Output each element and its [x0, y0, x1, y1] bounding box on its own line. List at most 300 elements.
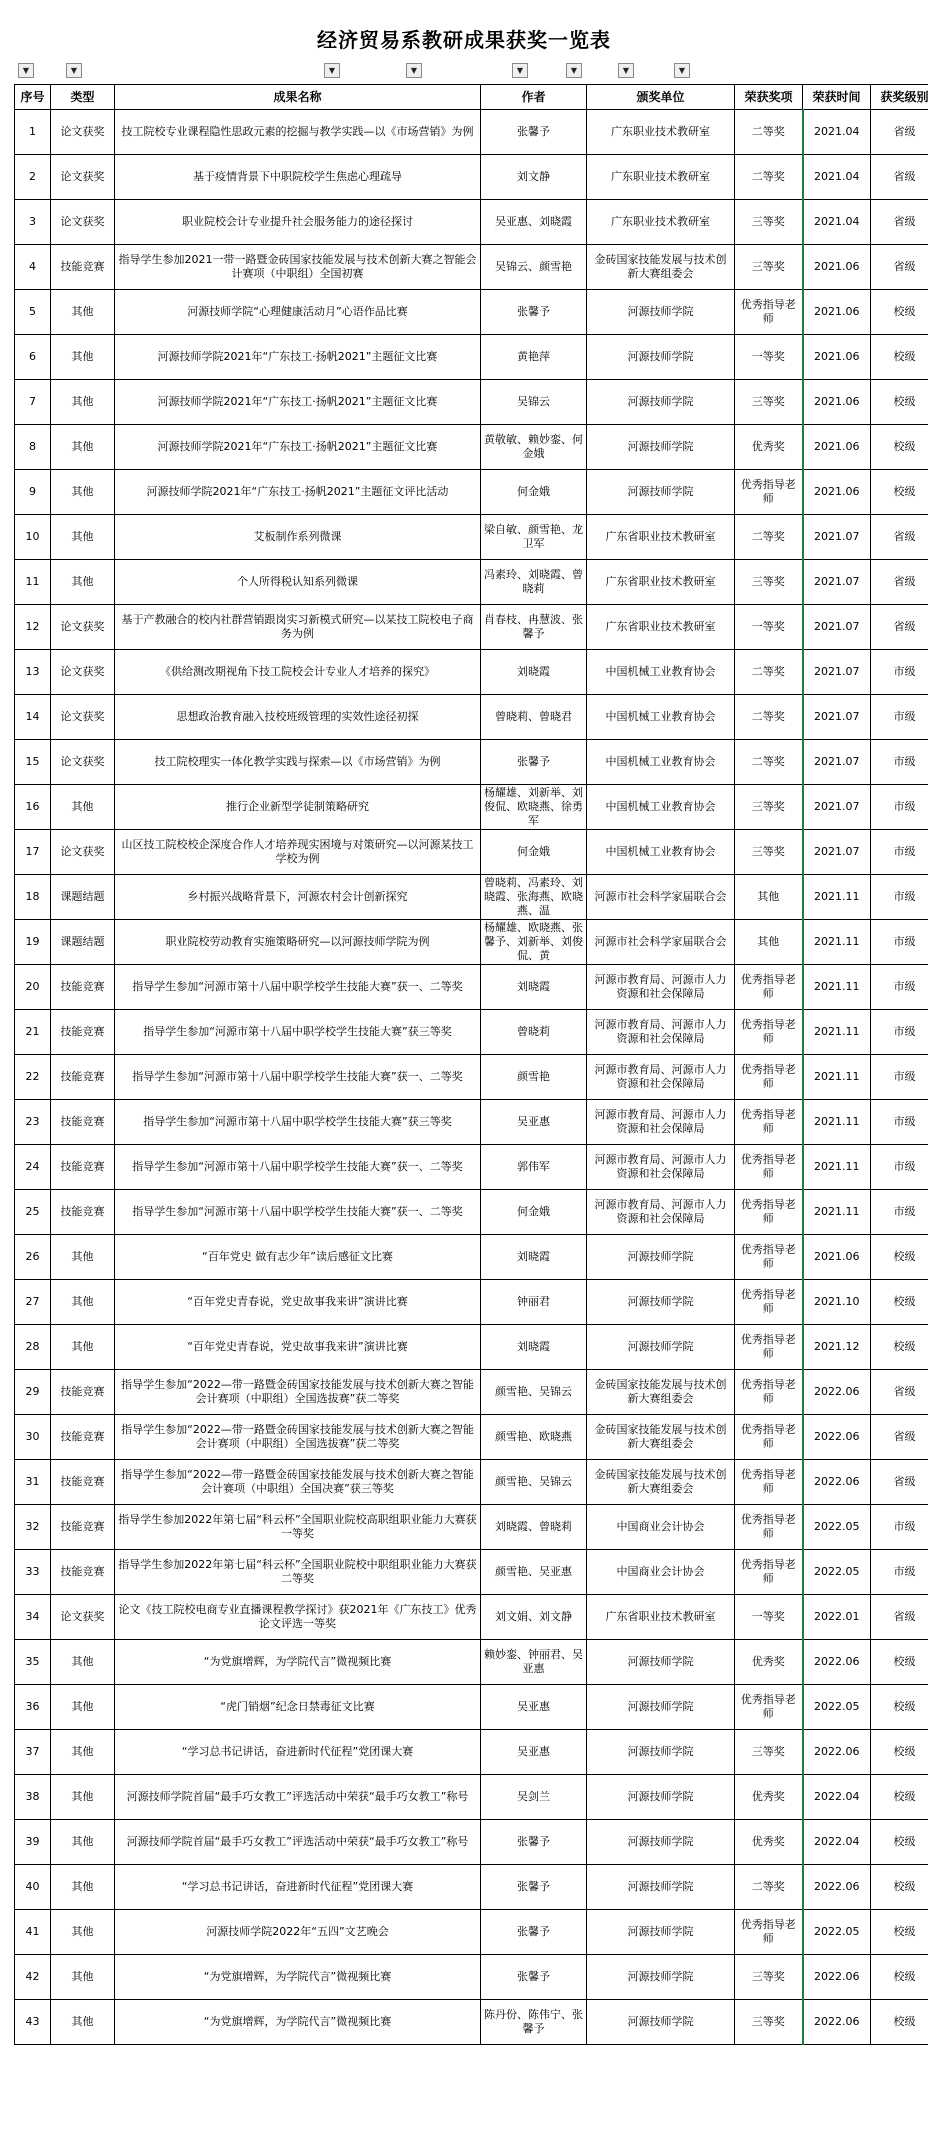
- cell-index[interactable]: 6: [15, 335, 51, 380]
- cell-date[interactable]: 2022.06: [803, 2000, 871, 2045]
- cell-title[interactable]: 论文《技工院校电商专业直播课程教学探讨》获2021年《广东技工》优秀论文评选一等奖: [115, 1595, 481, 1640]
- cell-title[interactable]: “为党旗增辉，为学院代言”微视频比赛: [115, 1640, 481, 1685]
- cell-author[interactable]: 钟丽君: [481, 1280, 587, 1325]
- cell-issuer[interactable]: 河源技师学院: [587, 470, 735, 515]
- cell-award[interactable]: 优秀奖: [735, 425, 803, 470]
- cell-author[interactable]: 杨耀雄、刘新举、刘俊侃、欧晓燕、徐勇军: [481, 785, 587, 830]
- cell-date[interactable]: 2022.04: [803, 1820, 871, 1865]
- cell-level[interactable]: 校级: [871, 470, 928, 515]
- cell-type[interactable]: 其他: [51, 2000, 115, 2045]
- filter-dropdown-icon[interactable]: ▼: [324, 63, 340, 78]
- cell-level[interactable]: 市级: [871, 1010, 928, 1055]
- cell-award[interactable]: 优秀指导老师: [735, 1910, 803, 1955]
- cell-issuer[interactable]: 金砖国家技能发展与技术创新大赛组委会: [587, 1370, 735, 1415]
- column-header[interactable]: 类型: [51, 85, 115, 110]
- cell-award[interactable]: 三等奖: [735, 200, 803, 245]
- cell-author[interactable]: 张馨予: [481, 290, 587, 335]
- cell-award[interactable]: 其他: [735, 875, 803, 920]
- cell-index[interactable]: 39: [15, 1820, 51, 1865]
- cell-date[interactable]: 2021.11: [803, 920, 871, 965]
- cell-title[interactable]: 推行企业新型学徒制策略研究: [115, 785, 481, 830]
- cell-type[interactable]: 技能竞赛: [51, 1505, 115, 1550]
- cell-award[interactable]: 优秀指导老师: [735, 1505, 803, 1550]
- cell-issuer[interactable]: 河源市教育局、河源市人力资源和社会保障局: [587, 1145, 735, 1190]
- cell-type[interactable]: 其他: [51, 425, 115, 470]
- cell-index[interactable]: 9: [15, 470, 51, 515]
- cell-issuer[interactable]: 金砖国家技能发展与技术创新大赛组委会: [587, 1415, 735, 1460]
- cell-index[interactable]: 38: [15, 1775, 51, 1820]
- cell-award[interactable]: 三等奖: [735, 380, 803, 425]
- cell-issuer[interactable]: 河源技师学院: [587, 1910, 735, 1955]
- cell-issuer[interactable]: 河源技师学院: [587, 380, 735, 425]
- cell-date[interactable]: 2022.06: [803, 1415, 871, 1460]
- cell-date[interactable]: 2021.11: [803, 1190, 871, 1235]
- cell-author[interactable]: 陈丹份、陈伟宁、张馨予: [481, 2000, 587, 2045]
- cell-type[interactable]: 其他: [51, 290, 115, 335]
- cell-index[interactable]: 23: [15, 1100, 51, 1145]
- cell-author[interactable]: 冯素玲、刘晓霞、曾晓莉: [481, 560, 587, 605]
- cell-type[interactable]: 其他: [51, 1775, 115, 1820]
- cell-level[interactable]: 省级: [871, 1415, 928, 1460]
- cell-issuer[interactable]: 河源技师学院: [587, 1640, 735, 1685]
- cell-type[interactable]: 课题结题: [51, 920, 115, 965]
- cell-level[interactable]: 市级: [871, 875, 928, 920]
- cell-type[interactable]: 论文获奖: [51, 1595, 115, 1640]
- cell-title[interactable]: “虎门销烟”纪念日禁毒征文比赛: [115, 1685, 481, 1730]
- cell-index[interactable]: 42: [15, 1955, 51, 2000]
- cell-award[interactable]: 优秀指导老师: [735, 1325, 803, 1370]
- cell-award[interactable]: 优秀指导老师: [735, 1280, 803, 1325]
- cell-index[interactable]: 11: [15, 560, 51, 605]
- cell-level[interactable]: 校级: [871, 1910, 928, 1955]
- cell-title[interactable]: 指导学生参加“河源市第十八届中职学校学生技能大赛”获一、二等奖: [115, 1055, 481, 1100]
- cell-author[interactable]: 张馨予: [481, 1910, 587, 1955]
- cell-issuer[interactable]: 广东省职业技术教研室: [587, 1595, 735, 1640]
- cell-award[interactable]: 优秀指导老师: [735, 1415, 803, 1460]
- cell-issuer[interactable]: 河源市教育局、河源市人力资源和社会保障局: [587, 1055, 735, 1100]
- cell-date[interactable]: 2021.11: [803, 1100, 871, 1145]
- cell-level[interactable]: 省级: [871, 155, 928, 200]
- cell-title[interactable]: “百年党史青春说，党史故事我来讲”演讲比赛: [115, 1280, 481, 1325]
- cell-level[interactable]: 市级: [871, 1550, 928, 1595]
- cell-type[interactable]: 论文获奖: [51, 605, 115, 650]
- cell-issuer[interactable]: 河源技师学院: [587, 1865, 735, 1910]
- cell-title[interactable]: 《供给测改期视角下技工院校会计专业人才培养的探究》: [115, 650, 481, 695]
- cell-title[interactable]: 思想政治教育融入技校班级管理的实效性途径初探: [115, 695, 481, 740]
- cell-type[interactable]: 论文获奖: [51, 110, 115, 155]
- cell-date[interactable]: 2022.05: [803, 1550, 871, 1595]
- cell-type[interactable]: 技能竞赛: [51, 1010, 115, 1055]
- cell-level[interactable]: 校级: [871, 1865, 928, 1910]
- cell-title[interactable]: 技工院校专业课程隐性思政元素的挖掘与教学实践—以《市场营销》为例: [115, 110, 481, 155]
- cell-date[interactable]: 2021.07: [803, 515, 871, 560]
- cell-author[interactable]: 赖妙銮、钟丽君、吴亚惠: [481, 1640, 587, 1685]
- cell-index[interactable]: 5: [15, 290, 51, 335]
- column-header[interactable]: 序号: [15, 85, 51, 110]
- cell-level[interactable]: 校级: [871, 1280, 928, 1325]
- cell-date[interactable]: 2021.04: [803, 110, 871, 155]
- cell-index[interactable]: 18: [15, 875, 51, 920]
- cell-award[interactable]: 优秀指导老师: [735, 290, 803, 335]
- cell-index[interactable]: 8: [15, 425, 51, 470]
- cell-date[interactable]: 2021.10: [803, 1280, 871, 1325]
- cell-issuer[interactable]: 中国商业会计协会: [587, 1505, 735, 1550]
- cell-level[interactable]: 校级: [871, 1235, 928, 1280]
- cell-date[interactable]: 2022.05: [803, 1910, 871, 1955]
- cell-date[interactable]: 2022.06: [803, 1955, 871, 2000]
- cell-author[interactable]: 吴亚惠: [481, 1685, 587, 1730]
- cell-author[interactable]: 刘文娟、刘文静: [481, 1595, 587, 1640]
- cell-level[interactable]: 市级: [871, 650, 928, 695]
- cell-author[interactable]: 肖春枝、冉慧波、张馨予: [481, 605, 587, 650]
- cell-level[interactable]: 省级: [871, 515, 928, 560]
- cell-type[interactable]: 论文获奖: [51, 650, 115, 695]
- cell-author[interactable]: 张馨予: [481, 1820, 587, 1865]
- cell-issuer[interactable]: 金砖国家技能发展与技术创新大赛组委会: [587, 245, 735, 290]
- cell-index[interactable]: 30: [15, 1415, 51, 1460]
- cell-index[interactable]: 43: [15, 2000, 51, 2045]
- cell-index[interactable]: 34: [15, 1595, 51, 1640]
- cell-author[interactable]: 何金娥: [481, 1190, 587, 1235]
- cell-level[interactable]: 省级: [871, 1595, 928, 1640]
- cell-award[interactable]: 优秀指导老师: [735, 1100, 803, 1145]
- cell-title[interactable]: 基于疫情背景下中职院校学生焦虑心理疏导: [115, 155, 481, 200]
- cell-index[interactable]: 31: [15, 1460, 51, 1505]
- cell-author[interactable]: 曾晓莉、曾晓君: [481, 695, 587, 740]
- cell-award[interactable]: 优秀指导老师: [735, 1190, 803, 1235]
- cell-date[interactable]: 2022.05: [803, 1685, 871, 1730]
- cell-award[interactable]: 优秀指导老师: [735, 470, 803, 515]
- cell-date[interactable]: 2021.06: [803, 290, 871, 335]
- cell-award[interactable]: 优秀指导老师: [735, 965, 803, 1010]
- cell-index[interactable]: 3: [15, 200, 51, 245]
- cell-author[interactable]: 何金娥: [481, 830, 587, 875]
- cell-title[interactable]: “为党旗增辉，为学院代言”微视频比赛: [115, 1955, 481, 2000]
- cell-author[interactable]: 吴亚惠、刘晓霞: [481, 200, 587, 245]
- cell-date[interactable]: 2021.07: [803, 560, 871, 605]
- cell-type[interactable]: 其他: [51, 1280, 115, 1325]
- cell-index[interactable]: 15: [15, 740, 51, 785]
- cell-level[interactable]: 校级: [871, 1955, 928, 2000]
- cell-level[interactable]: 省级: [871, 1460, 928, 1505]
- cell-author[interactable]: 张馨予: [481, 1955, 587, 2000]
- cell-index[interactable]: 14: [15, 695, 51, 740]
- cell-award[interactable]: 优秀指导老师: [735, 1010, 803, 1055]
- cell-date[interactable]: 2021.06: [803, 1235, 871, 1280]
- cell-type[interactable]: 其他: [51, 335, 115, 380]
- cell-award[interactable]: 一等奖: [735, 335, 803, 380]
- cell-type[interactable]: 技能竞赛: [51, 1100, 115, 1145]
- cell-level[interactable]: 校级: [871, 1730, 928, 1775]
- cell-type[interactable]: 其他: [51, 1865, 115, 1910]
- cell-type[interactable]: 技能竞赛: [51, 245, 115, 290]
- cell-issuer[interactable]: 中国机械工业教育协会: [587, 740, 735, 785]
- cell-type[interactable]: 其他: [51, 560, 115, 605]
- cell-type[interactable]: 技能竞赛: [51, 1460, 115, 1505]
- cell-issuer[interactable]: 中国商业会计协会: [587, 1550, 735, 1595]
- cell-level[interactable]: 校级: [871, 1685, 928, 1730]
- cell-title[interactable]: 指导学生参加“2022—带一路暨金砖国家技能发展与技术创新大赛之智能会计赛项（中职组）全国选拔赛”获二等奖: [115, 1370, 481, 1415]
- cell-issuer[interactable]: 中国机械工业教育协会: [587, 695, 735, 740]
- cell-date[interactable]: 2021.06: [803, 380, 871, 425]
- cell-author[interactable]: 杨耀雄、欧晓燕、张馨予、刘新举、刘俊侃、黄: [481, 920, 587, 965]
- cell-issuer[interactable]: 河源技师学院: [587, 1325, 735, 1370]
- cell-title[interactable]: 指导学生参加2022年第七届“科云杯”全国职业院校中职组职业能力大赛获二等奖: [115, 1550, 481, 1595]
- cell-issuer[interactable]: 河源市社会科学家届联合会: [587, 920, 735, 965]
- cell-index[interactable]: 13: [15, 650, 51, 695]
- filter-dropdown-icon[interactable]: ▼: [512, 63, 528, 78]
- cell-index[interactable]: 36: [15, 1685, 51, 1730]
- cell-title[interactable]: 河源技师学院2021年“广东技工·扬帆2021”主题征文评比活动: [115, 470, 481, 515]
- cell-author[interactable]: 吴锦云: [481, 380, 587, 425]
- cell-author[interactable]: 颜雪艳、吴锦云: [481, 1460, 587, 1505]
- cell-title[interactable]: 河源技师学院2021年“广东技工·扬帆2021”主题征文比赛: [115, 380, 481, 425]
- cell-index[interactable]: 41: [15, 1910, 51, 1955]
- cell-author[interactable]: 颜雪艳、吴亚惠: [481, 1550, 587, 1595]
- cell-title[interactable]: 指导学生参加“河源市第十八届中职学校学生技能大赛”获一、二等奖: [115, 1145, 481, 1190]
- cell-level[interactable]: 校级: [871, 1775, 928, 1820]
- cell-author[interactable]: 曾晓莉、冯素玲、刘晓霞、张海燕、欧晓燕、温: [481, 875, 587, 920]
- cell-date[interactable]: 2022.06: [803, 1640, 871, 1685]
- column-header[interactable]: 荣获时间: [803, 85, 871, 110]
- cell-title[interactable]: 指导学生参加“河源市第十八届中职学校学生技能大赛”获一、二等奖: [115, 965, 481, 1010]
- cell-issuer[interactable]: 河源市社会科学家届联合会: [587, 875, 735, 920]
- cell-level[interactable]: 省级: [871, 560, 928, 605]
- cell-title[interactable]: 河源技师学院“心理健康活动月”心语作品比赛: [115, 290, 481, 335]
- cell-index[interactable]: 33: [15, 1550, 51, 1595]
- cell-date[interactable]: 2021.11: [803, 965, 871, 1010]
- cell-issuer[interactable]: 广东职业技术教研室: [587, 110, 735, 155]
- cell-type[interactable]: 技能竞赛: [51, 1550, 115, 1595]
- cell-issuer[interactable]: 河源技师学院: [587, 290, 735, 335]
- cell-level[interactable]: 校级: [871, 1325, 928, 1370]
- cell-award[interactable]: 优秀奖: [735, 1820, 803, 1865]
- cell-author[interactable]: 张馨予: [481, 740, 587, 785]
- cell-issuer[interactable]: 河源技师学院: [587, 335, 735, 380]
- cell-index[interactable]: 2: [15, 155, 51, 200]
- cell-level[interactable]: 市级: [871, 1190, 928, 1235]
- cell-issuer[interactable]: 河源市教育局、河源市人力资源和社会保障局: [587, 965, 735, 1010]
- cell-index[interactable]: 40: [15, 1865, 51, 1910]
- cell-level[interactable]: 市级: [871, 1100, 928, 1145]
- cell-type[interactable]: 其他: [51, 470, 115, 515]
- cell-index[interactable]: 10: [15, 515, 51, 560]
- cell-date[interactable]: 2021.04: [803, 200, 871, 245]
- cell-date[interactable]: 2021.07: [803, 740, 871, 785]
- cell-type[interactable]: 其他: [51, 1235, 115, 1280]
- cell-date[interactable]: 2021.06: [803, 425, 871, 470]
- cell-award[interactable]: 优秀指导老师: [735, 1370, 803, 1415]
- cell-title[interactable]: 基于产教融合的校内社群营销跟岗实习新模式研究—以某技工院校电子商务为例: [115, 605, 481, 650]
- cell-award[interactable]: 优秀奖: [735, 1640, 803, 1685]
- cell-type[interactable]: 其他: [51, 1685, 115, 1730]
- cell-type[interactable]: 其他: [51, 1910, 115, 1955]
- filter-dropdown-icon[interactable]: ▼: [406, 63, 422, 78]
- cell-title[interactable]: 河源技师学院2021年“广东技工·扬帆2021”主题征文比赛: [115, 425, 481, 470]
- cell-award[interactable]: 三等奖: [735, 830, 803, 875]
- cell-issuer[interactable]: 河源技师学院: [587, 1820, 735, 1865]
- cell-type[interactable]: 技能竞赛: [51, 1055, 115, 1100]
- cell-title[interactable]: 河源技师学院2022年“五四”文艺晚会: [115, 1910, 481, 1955]
- cell-type[interactable]: 技能竞赛: [51, 1145, 115, 1190]
- cell-author[interactable]: 黄艳萍: [481, 335, 587, 380]
- cell-award[interactable]: 优秀指导老师: [735, 1235, 803, 1280]
- cell-title[interactable]: “学习总书记讲话，奋进新时代征程”党团课大赛: [115, 1730, 481, 1775]
- cell-date[interactable]: 2021.11: [803, 875, 871, 920]
- cell-award[interactable]: 二等奖: [735, 650, 803, 695]
- cell-date[interactable]: 2021.07: [803, 650, 871, 695]
- cell-author[interactable]: 黄敬敏、赖妙銮、何金娥: [481, 425, 587, 470]
- cell-title[interactable]: 指导学生参加“河源市第十八届中职学校学生技能大赛”获三等奖: [115, 1010, 481, 1055]
- cell-award[interactable]: 三等奖: [735, 1730, 803, 1775]
- cell-award[interactable]: 优秀指导老师: [735, 1145, 803, 1190]
- cell-issuer[interactable]: 河源技师学院: [587, 1280, 735, 1325]
- cell-issuer[interactable]: 河源技师学院: [587, 1685, 735, 1730]
- cell-level[interactable]: 校级: [871, 425, 928, 470]
- filter-dropdown-icon[interactable]: ▼: [566, 63, 582, 78]
- cell-title[interactable]: “百年党史青春说，党史故事我来讲”演讲比赛: [115, 1325, 481, 1370]
- cell-date[interactable]: 2021.07: [803, 605, 871, 650]
- cell-award[interactable]: 二等奖: [735, 155, 803, 200]
- cell-date[interactable]: 2021.11: [803, 1145, 871, 1190]
- filter-dropdown-icon[interactable]: ▼: [66, 63, 82, 78]
- cell-date[interactable]: 2021.07: [803, 695, 871, 740]
- cell-title[interactable]: 河源技师学院首届“最手巧女教工”评选活动中荣获“最手巧女教工”称号: [115, 1820, 481, 1865]
- cell-author[interactable]: 刘晓霞: [481, 1235, 587, 1280]
- cell-date[interactable]: 2022.06: [803, 1370, 871, 1415]
- cell-title[interactable]: 职业院校劳动教育实施策略研究—以河源技师学院为例: [115, 920, 481, 965]
- cell-level[interactable]: 省级: [871, 605, 928, 650]
- cell-level[interactable]: 省级: [871, 1370, 928, 1415]
- cell-title[interactable]: 山区技工院校校企深度合作人才培养现实困境与对策研究—以河源某技工学校为例: [115, 830, 481, 875]
- cell-date[interactable]: 2021.06: [803, 245, 871, 290]
- cell-type[interactable]: 其他: [51, 1955, 115, 2000]
- cell-author[interactable]: 刘晓霞: [481, 1325, 587, 1370]
- cell-issuer[interactable]: 河源技师学院: [587, 1775, 735, 1820]
- cell-issuer[interactable]: 河源技师学院: [587, 1730, 735, 1775]
- cell-award[interactable]: 优秀指导老师: [735, 1460, 803, 1505]
- cell-issuer[interactable]: 广东职业技术教研室: [587, 155, 735, 200]
- cell-level[interactable]: 省级: [871, 200, 928, 245]
- cell-level[interactable]: 市级: [871, 965, 928, 1010]
- cell-title[interactable]: 个人所得税认知系列微课: [115, 560, 481, 605]
- cell-type[interactable]: 课题结题: [51, 875, 115, 920]
- cell-title[interactable]: 河源技师学院首届“最手巧女教工”评选活动中荣获“最手巧女教工”称号: [115, 1775, 481, 1820]
- filter-dropdown-icon[interactable]: ▼: [674, 63, 690, 78]
- cell-title[interactable]: 技工院校理实一体化教学实践与探索—以《市场营销》为例: [115, 740, 481, 785]
- cell-issuer[interactable]: 中国机械工业教育协会: [587, 830, 735, 875]
- cell-type[interactable]: 技能竞赛: [51, 1190, 115, 1235]
- cell-award[interactable]: 二等奖: [735, 740, 803, 785]
- cell-award[interactable]: 优秀指导老师: [735, 1055, 803, 1100]
- cell-title[interactable]: 乡村振兴战略背景下，河源农村会计创新探究: [115, 875, 481, 920]
- cell-title[interactable]: 指导学生参加2021一带一路暨金砖国家技能发展与技术创新大赛之智能会计赛项（中职组）全国初赛: [115, 245, 481, 290]
- cell-title[interactable]: 指导学生参加“2022—带一路暨金砖国家技能发展与技术创新大赛之智能会计赛项（中职组）全国决赛”获三等奖: [115, 1460, 481, 1505]
- cell-issuer[interactable]: 河源技师学院: [587, 1235, 735, 1280]
- cell-date[interactable]: 2021.06: [803, 470, 871, 515]
- cell-level[interactable]: 校级: [871, 380, 928, 425]
- cell-type[interactable]: 技能竞赛: [51, 1415, 115, 1460]
- cell-type[interactable]: 其他: [51, 380, 115, 425]
- cell-author[interactable]: 张馨予: [481, 1865, 587, 1910]
- cell-award[interactable]: 三等奖: [735, 2000, 803, 2045]
- cell-level[interactable]: 校级: [871, 1640, 928, 1685]
- cell-award[interactable]: 优秀指导老师: [735, 1550, 803, 1595]
- cell-issuer[interactable]: 广东省职业技术教研室: [587, 560, 735, 605]
- cell-award[interactable]: 其他: [735, 920, 803, 965]
- cell-type[interactable]: 论文获奖: [51, 155, 115, 200]
- cell-issuer[interactable]: 河源技师学院: [587, 425, 735, 470]
- cell-title[interactable]: 指导学生参加“河源市第十八届中职学校学生技能大赛”获一、二等奖: [115, 1190, 481, 1235]
- cell-issuer[interactable]: 河源市教育局、河源市人力资源和社会保障局: [587, 1010, 735, 1055]
- cell-date[interactable]: 2021.11: [803, 1010, 871, 1055]
- cell-title[interactable]: 河源技师学院2021年“广东技工·扬帆2021”主题征文比赛: [115, 335, 481, 380]
- cell-issuer[interactable]: 广东职业技术教研室: [587, 200, 735, 245]
- cell-level[interactable]: 校级: [871, 1820, 928, 1865]
- cell-index[interactable]: 24: [15, 1145, 51, 1190]
- cell-date[interactable]: 2021.12: [803, 1325, 871, 1370]
- cell-type[interactable]: 技能竞赛: [51, 965, 115, 1010]
- cell-level[interactable]: 市级: [871, 1505, 928, 1550]
- cell-author[interactable]: 刘文静: [481, 155, 587, 200]
- cell-index[interactable]: 29: [15, 1370, 51, 1415]
- cell-index[interactable]: 32: [15, 1505, 51, 1550]
- cell-author[interactable]: 吴锦云、颜雪艳: [481, 245, 587, 290]
- cell-issuer[interactable]: 中国机械工业教育协会: [587, 785, 735, 830]
- cell-author[interactable]: 曾晓莉: [481, 1010, 587, 1055]
- cell-author[interactable]: 张馨予: [481, 110, 587, 155]
- cell-index[interactable]: 35: [15, 1640, 51, 1685]
- cell-index[interactable]: 28: [15, 1325, 51, 1370]
- cell-level[interactable]: 市级: [871, 830, 928, 875]
- cell-type[interactable]: 论文获奖: [51, 740, 115, 785]
- cell-index[interactable]: 22: [15, 1055, 51, 1100]
- cell-date[interactable]: 2021.06: [803, 335, 871, 380]
- column-header[interactable]: 作者: [481, 85, 587, 110]
- cell-issuer[interactable]: 金砖国家技能发展与技术创新大赛组委会: [587, 1460, 735, 1505]
- cell-date[interactable]: 2022.06: [803, 1460, 871, 1505]
- cell-index[interactable]: 4: [15, 245, 51, 290]
- cell-type[interactable]: 其他: [51, 1325, 115, 1370]
- cell-award[interactable]: 三等奖: [735, 560, 803, 605]
- cell-award[interactable]: 三等奖: [735, 785, 803, 830]
- cell-award[interactable]: 二等奖: [735, 515, 803, 560]
- cell-level[interactable]: 校级: [871, 2000, 928, 2045]
- cell-level[interactable]: 市级: [871, 920, 928, 965]
- cell-index[interactable]: 37: [15, 1730, 51, 1775]
- cell-index[interactable]: 12: [15, 605, 51, 650]
- cell-index[interactable]: 17: [15, 830, 51, 875]
- cell-issuer[interactable]: 广东省职业技术教研室: [587, 605, 735, 650]
- cell-author[interactable]: 刘晓霞: [481, 650, 587, 695]
- cell-index[interactable]: 26: [15, 1235, 51, 1280]
- column-header[interactable]: 荣获奖项: [735, 85, 803, 110]
- cell-title[interactable]: 指导学生参加“2022—带一路暨金砖国家技能发展与技术创新大赛之智能会计赛项（中职组）全国选拔赛”获二等奖: [115, 1415, 481, 1460]
- cell-date[interactable]: 2022.06: [803, 1865, 871, 1910]
- cell-level[interactable]: 市级: [871, 1145, 928, 1190]
- cell-type[interactable]: 其他: [51, 1820, 115, 1865]
- cell-date[interactable]: 2022.01: [803, 1595, 871, 1640]
- cell-type[interactable]: 其他: [51, 1640, 115, 1685]
- cell-type[interactable]: 论文获奖: [51, 830, 115, 875]
- cell-index[interactable]: 25: [15, 1190, 51, 1235]
- cell-index[interactable]: 20: [15, 965, 51, 1010]
- cell-type[interactable]: 其他: [51, 1730, 115, 1775]
- cell-issuer[interactable]: 河源市教育局、河源市人力资源和社会保障局: [587, 1100, 735, 1145]
- cell-title[interactable]: “学习总书记讲话，奋进新时代征程”党团课大赛: [115, 1865, 481, 1910]
- cell-award[interactable]: 二等奖: [735, 1865, 803, 1910]
- filter-dropdown-icon[interactable]: ▼: [18, 63, 34, 78]
